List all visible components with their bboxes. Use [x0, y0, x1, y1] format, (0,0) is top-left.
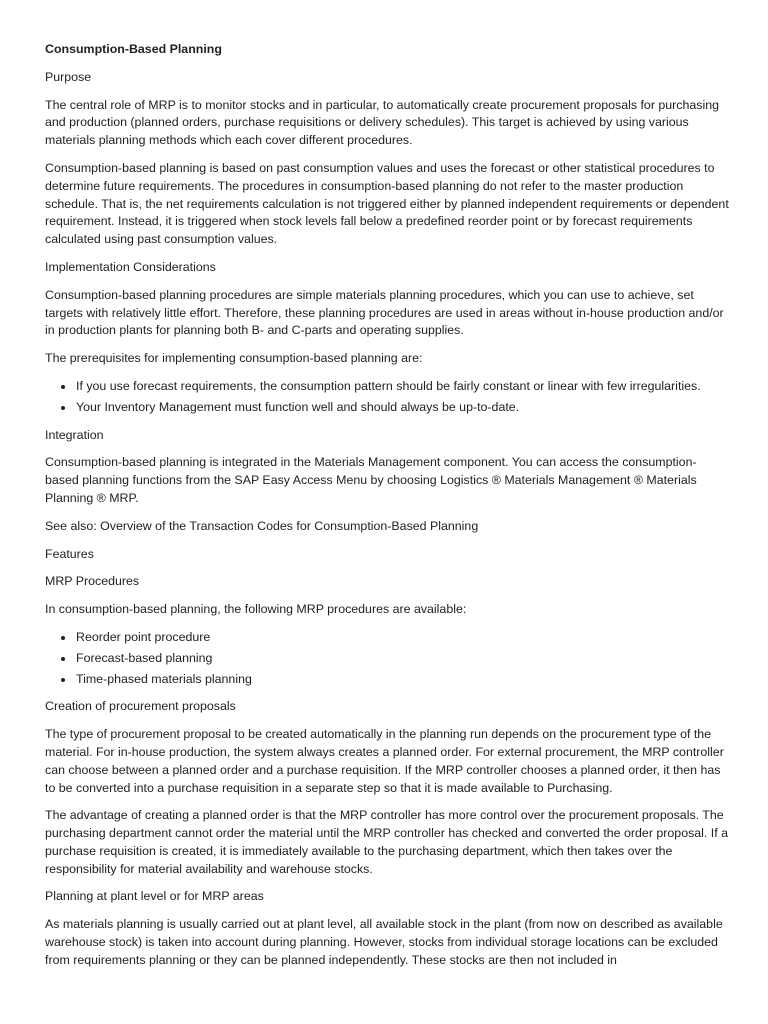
paragraph: The central role of MRP is to monitor stocks and in particular, to automatically create procurement proposals for purchasing and production (planned orders, purchase requisitions or delivery schedules). This target is achieved by using various materials planning methods which each cover different procedures.: [45, 97, 720, 148]
list-item: If you use forecast requirements, the consumption pattern should be fairly constant or linear with few irregularities.: [76, 378, 730, 396]
paragraph: The prerequisites for implementing consumption-based planning are:: [45, 351, 423, 366]
list-item: Reorder point procedure: [76, 629, 730, 647]
paragraph: Consumption-based planning is integrated in the Materials Management component. You can access the consumption-based planning functions from the SAP Easy Access Menu by choosing Logistics ® Materials Management ® Materials Planning ® MRP.: [45, 455, 697, 505]
document-title: Consumption-Based Planning: [45, 42, 222, 56]
section-heading-creation: Creation of procurement proposals: [45, 699, 236, 714]
see-also-link[interactable]: See also: Overview of the Transaction Codes for Consumption-Based Planning: [45, 518, 479, 533]
paragraph: The type of procurement proposal to be created automatically in the planning run depends on the procurement type of the material. For in-house production, the system always creates a planned order. For external procurement, the MRP controller can choose between a planned order and a purchase requisition. If the MRP controller chooses a planned order, it then has to be converted into a purchase requisition in a separate step so that it is made available to Purchasing.: [45, 727, 724, 795]
bullet-icon: [61, 678, 65, 682]
document-page: [45, 41, 730, 980]
bullet-icon: [61, 406, 65, 410]
paragraph: In consumption-based planning, the following MRP procedures are available:: [45, 602, 467, 617]
paragraph: As materials planning is usually carried out at plant level, all available stock in the plant (from now on described as available warehouse stock) is taken into account during planning. However, stocks from individual storage locations can be excluded from requirements planning or they can be planned independently. These stocks are then not included in: [45, 917, 723, 967]
bullet-icon: [61, 636, 65, 640]
section-heading-plant-level: Planning at plant level or for MRP areas: [45, 889, 264, 904]
mrp-procedures-list: [45, 629, 730, 688]
section-heading-features: Features: [45, 546, 94, 561]
list-item: Your Inventory Management must function well and should always be up-to-date.: [76, 399, 730, 417]
list-item: Time-phased materials planning: [76, 671, 730, 689]
section-heading-purpose: Purpose: [45, 69, 92, 84]
bullet-icon: [61, 385, 65, 389]
section-heading-mrp-procedures: MRP Procedures: [45, 574, 140, 589]
list-item: Forecast-based planning: [76, 650, 730, 668]
paragraph: Consumption-based planning is based on past consumption values and uses the forecast or other statistical procedures to determine future requirements. The procedures in consumption-based planning do not refer to the master production schedule. That is, the net requirements calculation is not triggered either by planned independent requirements or dependent requirement. Instead, it is triggered when stock levels fall below a predefined reorder point or by forecast requirements calculated using past consumption values.: [45, 160, 729, 247]
section-heading-implementation: Implementation Considerations: [45, 259, 216, 274]
bullet-icon: [61, 657, 65, 661]
paragraph: Consumption-based planning procedures are simple materials planning procedures, which you can use to achieve, set targets with relatively little effort. Therefore, these planning procedures are used in areas without in-house production and/or in production plants for planning both B- and C-parts and operating supplies.: [45, 287, 724, 338]
paragraph: The advantage of creating a planned order is that the MRP controller has more control over the procurement proposals. The purchasing department cannot order the material until the MRP controller has checked and converted the order proposal. If a purchase requisition is created, it is immediately available to the purchasing department, which then takes over the responsibility for material availability and warehouse stocks.: [45, 808, 729, 876]
prerequisites-list: [45, 378, 730, 417]
section-heading-integration: Integration: [45, 427, 104, 442]
